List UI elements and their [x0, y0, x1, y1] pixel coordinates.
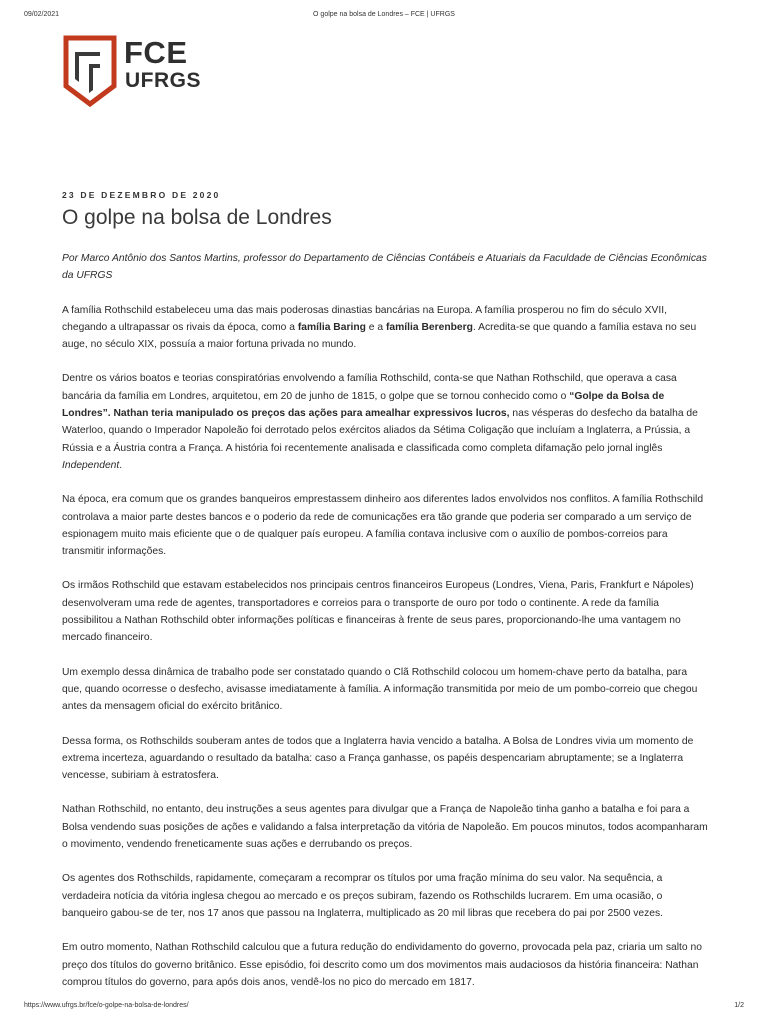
- byline: Por Marco Antônio dos Santos Martins, professor do Departamento de Ciências Contábeis e Atuariais da Faculdade de Ciências Econômicas da UFRGS: [62, 253, 707, 282]
- post-title: O golpe na bolsa de Londres: [62, 206, 332, 229]
- logo-ufrgs-text: UFRGS: [125, 69, 201, 92]
- paragraph-2-text-a: Dentre os vários boatos e teorias conspiratórias envolvendo a família Rothschild, conta-se que Nathan Rothschild, que operava a casa bancária da família em Londres, arquitetou, em 20 de junho de 1815, o golpe que se tornou conhecido como o: [62, 373, 677, 402]
- page-number: 1/2: [734, 1002, 744, 1009]
- logo-fce-text: FCE: [124, 35, 188, 70]
- paragraph-2: [62, 370, 708, 474]
- print-footer: [24, 1002, 744, 1014]
- fce-ufrgs-logo[interactable]: [62, 34, 202, 108]
- paragraph-3: Na época, era comum que os grandes banqueiros emprestassem dinheiro aos diferentes lados envolvidos nos conflitos. A família Rothschild controlava a maior parte destes bancos e o poderio da rede de comunicações era tão grande que poderia ser comparado a um serviço de espionagem muito mais eficiente que o de qualquer país europeu. A família contava inclusive com o auxílio de pombos-correios para transmitir informações.: [62, 494, 704, 558]
- golpe-highlight: “Golpe da Bolsa de Londres”. Nathan teria manipulado os preços das ações para amealhar expressivos lucros,: [62, 390, 665, 420]
- familia-berenberg: família Berenberg: [385, 321, 473, 333]
- paragraph-7: Nathan Rothschild, no entanto, deu instruções a seus agentes para divulgar que a França de Napoleão tinha ganho a batalha e foi para a Bolsa vendendo suas posições de ações e validando a falsa interpretação da vitória de Napoleão. Em poucos minutos, todos acompanharam o movimento, vendendo freneticamente suas ações e derrubando os preços.: [62, 804, 708, 851]
- independent-newspaper: Independent: [62, 459, 120, 471]
- paragraph-8: Os agentes dos Rothschilds, rapidamente, começaram a recomprar os títulos por uma fração mínima do seu valor. Na sequência, a verdadeira notícia da vitória inglesa chegou ao mercado e os preços subiram, fazendo os Rothschilds lucrarem. Em uma ocasião, o banqueiro gabou-se de ter, nos 17 anos que passou na Inglaterra, multiplicado as 20 mil libras que recebera do pai por 2500 vezes.: [62, 873, 664, 919]
- paragraph-1-text-a: A família Rothschild estabeleceu uma das mais poderosas dinastias bancárias na Europa. A família prosperou no fim do século XVII, chegando a ultrapassar os rivais da época, como a: [62, 304, 667, 333]
- familia-baring: família Baring: [297, 321, 366, 333]
- article-body: [62, 250, 708, 991]
- paragraph-2-text-c: nas vésperas do desfecho da batalha de Waterloo, quando o Imperador Napoleão foi derrotado pelos exércitos aliados da Sétima Coligação que incluíam a Inglaterra, a Prússia, a Rússia e a Áustria contra a França. A história foi recentemente analisada e classificada como completa difamação pelo jornal inglês: [62, 408, 698, 454]
- article: [62, 189, 708, 1008]
- paragraph-5: Um exemplo dessa dinâmica de trabalho pode ser constatado quando o Clã Rothschild colocou um homem-chave perto da batalha, para que, quando ocorresse o desfecho, avisasse imediatamente à família. A informação transmitida por meio de um pombo-correio que chegou antes da mensagem oficial do exército britânico.: [62, 666, 698, 713]
- print-date: 09/02/2021: [24, 11, 60, 18]
- paragraph-1-text-c: e a: [365, 321, 386, 333]
- paragraph-1: [62, 302, 708, 354]
- print-title: O golpe na bolsa de Londres – FCE | UFRGS: [313, 11, 455, 18]
- paragraph-1-text-e: . Acredita-se que quando a família estava no seu auge, no século XIX, possuía a maior fortuna privada no mundo.: [62, 321, 697, 351]
- paragraph-9: Em outro momento, Nathan Rothschild calculou que a futura redução do endividamento do governo, provocada pela paz, criaria um salto no preço dos títulos do governo britânico. Esse episódio, foi descrito como um dos movimentos mais audaciosos da história financeira: Nathan comprou títulos do governo, para após dois anos, vendê-los no pico do mercado em 1817.: [62, 942, 702, 988]
- shield-logo-icon: [62, 34, 118, 108]
- print-header: [24, 11, 744, 23]
- paragraph-4: Os irmãos Rothschild que estavam estabelecidos nos principais centros financeiros Europeus (Londres, Viena, Paris, Frankfurt e Nápoles) desenvolveram uma rede de agentes, transportadores e correios para o transporte de ouro por todo o continente. A rede da família possibilitou a Nathan Rothschild obter informações políticas e financeiras à frente de seus pares, proporcionando-lhe uma vantagem no mercado financeiro.: [62, 580, 694, 644]
- paragraph-2-text-e: .: [119, 459, 123, 471]
- print-url: https://www.ufrgs.br/fce/o-golpe-na-bolsa-de-londres/: [24, 1002, 189, 1009]
- paragraph-6: Dessa forma, os Rothschilds souberam antes de todos que a Inglaterra havia vencido a batalha. A Bolsa de Londres vivia um momento de extrema incerteza, aguardando o resultado da batalha: caso a França ganhasse, os papéis despencariam abruptamente; se a Inglaterra vencesse, subiriam à estratosfera.: [62, 735, 694, 782]
- post-date: 23 DE DEZEMBRO DE 2020: [62, 190, 221, 200]
